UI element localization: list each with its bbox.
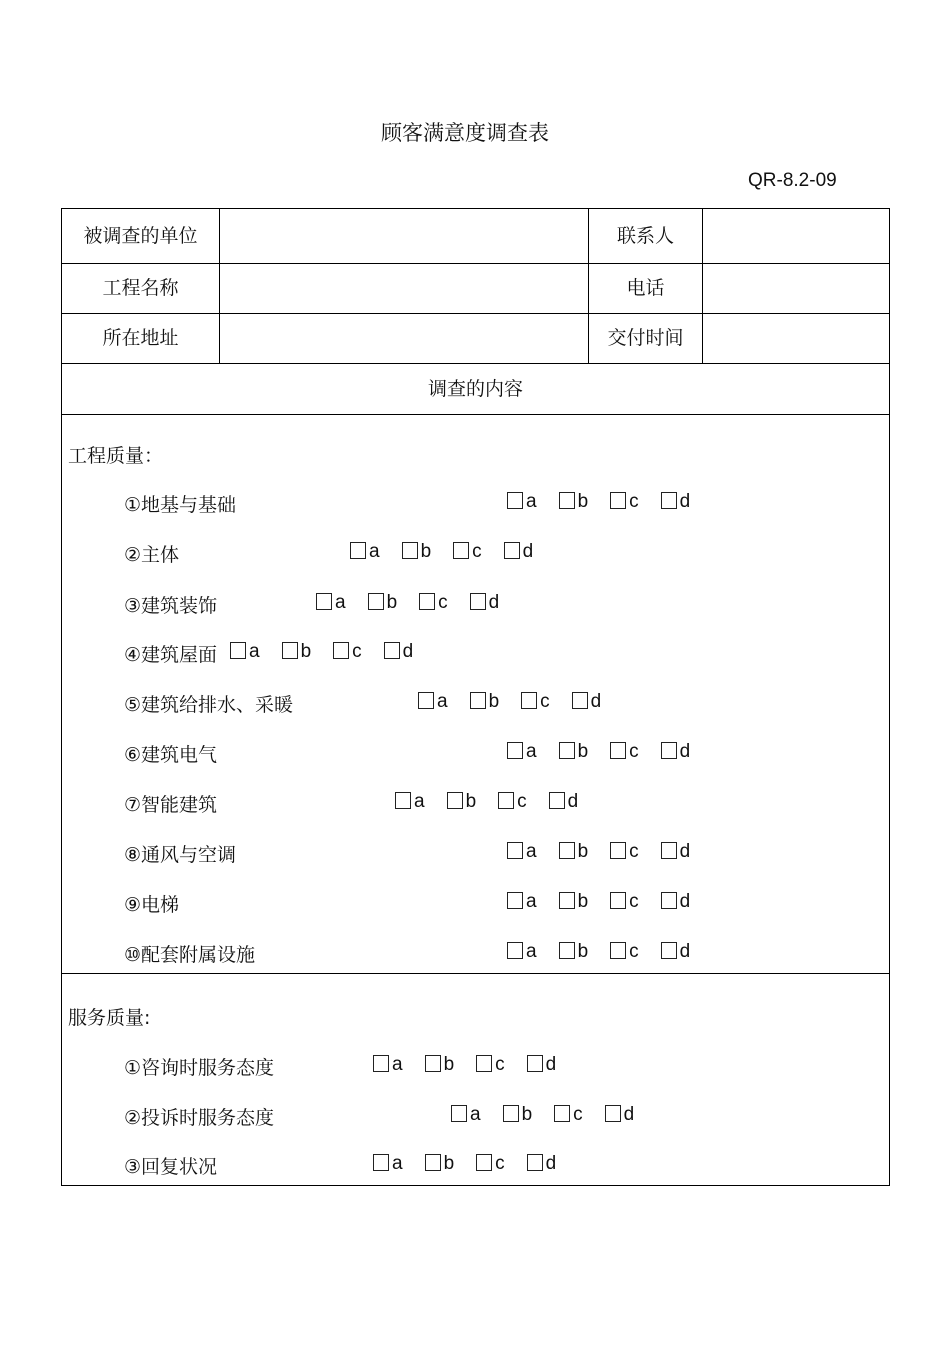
option-d[interactable]: d [661, 741, 691, 763]
option-a[interactable]: a [373, 1153, 403, 1175]
option-c[interactable]: c [453, 541, 482, 563]
field-contact-person[interactable] [703, 209, 889, 263]
option-b[interactable]: b [559, 941, 589, 963]
option-group [418, 691, 623, 713]
checkbox[interactable] [373, 1154, 389, 1171]
checkbox[interactable] [610, 892, 626, 909]
label-contact-person: 联系人 [616, 224, 674, 247]
checkbox[interactable] [451, 1105, 467, 1122]
question-label: ⑧通风与空调 [124, 844, 237, 866]
checkbox[interactable] [230, 642, 246, 659]
option-a[interactable]: a [350, 541, 380, 563]
checkbox[interactable] [610, 742, 626, 759]
checkbox[interactable] [425, 1055, 441, 1072]
checkbox[interactable] [610, 842, 626, 859]
option-group [316, 592, 521, 614]
option-c[interactable]: c [610, 941, 639, 963]
option-group [395, 791, 600, 813]
checkbox[interactable] [503, 1105, 519, 1122]
option-d[interactable]: d [661, 491, 691, 513]
option-b[interactable]: b [425, 1054, 455, 1076]
question-label: ③建筑装饰 [124, 595, 218, 617]
option-d[interactable]: d [527, 1153, 557, 1175]
checkbox[interactable] [661, 942, 677, 959]
option-d[interactable]: d [527, 1054, 557, 1076]
option-d[interactable]: d [384, 641, 414, 663]
option-group [507, 841, 712, 863]
question-label: ①咨询时服务态度 [124, 1057, 275, 1079]
checkbox[interactable] [507, 942, 523, 959]
row-divider [61, 973, 890, 974]
field-surveyed-unit[interactable] [220, 209, 588, 263]
checkbox[interactable] [559, 742, 575, 759]
checkbox[interactable] [498, 792, 514, 809]
option-a[interactable]: a [373, 1054, 403, 1076]
option-group [451, 1104, 656, 1126]
label-phone: 电话 [626, 277, 665, 299]
checkbox[interactable] [504, 542, 520, 559]
option-b[interactable]: b [402, 541, 432, 563]
option-c[interactable]: c [333, 641, 362, 663]
option-c[interactable]: c [521, 691, 550, 713]
checkbox[interactable] [554, 1105, 570, 1122]
row-divider [61, 414, 890, 415]
checkbox[interactable] [610, 942, 626, 959]
option-d[interactable]: d [572, 691, 602, 713]
option-d[interactable]: d [661, 841, 691, 863]
option-a[interactable]: a [230, 641, 260, 663]
checkbox[interactable] [507, 742, 523, 759]
option-c[interactable]: c [610, 491, 639, 513]
option-b[interactable]: b [559, 491, 589, 513]
label-delivery-time: 交付时间 [607, 327, 684, 349]
option-b[interactable]: b [282, 641, 312, 663]
checkbox[interactable] [507, 842, 523, 859]
checkbox[interactable] [559, 892, 575, 909]
checkbox[interactable] [402, 542, 418, 559]
question-label: ②投诉时服务态度 [124, 1107, 275, 1129]
question-label: ④建筑屋面 [124, 644, 218, 666]
table-bottom-border [61, 1185, 890, 1186]
option-c[interactable]: c [498, 791, 527, 813]
option-a[interactable]: a [395, 791, 425, 813]
checkbox[interactable] [447, 792, 463, 809]
form-code: QR-8.2-09 [748, 170, 837, 191]
option-group [507, 941, 712, 963]
question-label: ⑨电梯 [124, 894, 180, 916]
field-delivery-time[interactable] [703, 314, 889, 363]
option-b[interactable]: b [425, 1153, 455, 1175]
option-a[interactable]: a [316, 592, 346, 614]
option-group [507, 741, 712, 763]
question-label: ①地基与基础 [124, 494, 237, 516]
checkbox[interactable] [610, 492, 626, 509]
checkbox[interactable] [572, 692, 588, 709]
table-right-border [889, 208, 890, 1186]
option-c[interactable]: c [610, 841, 639, 863]
checkbox[interactable] [419, 593, 435, 610]
question-label: ⑤建筑给排水、采暖 [124, 694, 294, 716]
option-a[interactable]: a [507, 841, 537, 863]
option-a[interactable]: a [418, 691, 448, 713]
section-engineering-quality: 工程质量： [68, 445, 164, 467]
checkbox[interactable] [316, 593, 332, 610]
checkbox[interactable] [282, 642, 298, 659]
option-d[interactable]: d [661, 891, 691, 913]
question-label: ②主体 [124, 544, 180, 566]
checkbox[interactable] [476, 1154, 492, 1171]
checkbox[interactable] [661, 492, 677, 509]
field-address[interactable] [220, 314, 588, 363]
option-a[interactable]: a [451, 1104, 481, 1126]
checkbox[interactable] [476, 1055, 492, 1072]
checkbox[interactable] [373, 1055, 389, 1072]
field-project-name[interactable] [220, 264, 588, 313]
section-service-quality: 服务质量: [68, 1007, 151, 1029]
option-b[interactable]: b [368, 592, 398, 614]
checkbox[interactable] [384, 642, 400, 659]
option-a[interactable]: a [507, 891, 537, 913]
checkbox[interactable] [605, 1105, 621, 1122]
checkbox[interactable] [350, 542, 366, 559]
checkbox[interactable] [507, 892, 523, 909]
checkbox[interactable] [507, 492, 523, 509]
checkbox[interactable] [661, 742, 677, 759]
option-b[interactable]: b [559, 891, 589, 913]
option-a[interactable]: a [507, 941, 537, 963]
option-b[interactable]: b [470, 691, 500, 713]
option-d[interactable]: d [470, 592, 500, 614]
checkbox[interactable] [425, 1154, 441, 1171]
option-d[interactable]: d [549, 791, 579, 813]
option-b[interactable]: b [447, 791, 477, 813]
option-c[interactable]: c [476, 1054, 505, 1076]
content-header: 调查的内容 [427, 377, 523, 400]
option-a[interactable]: a [507, 491, 537, 513]
checkbox[interactable] [453, 542, 469, 559]
question-label: ③回复状况 [124, 1156, 218, 1178]
option-a[interactable]: a [507, 741, 537, 763]
question-label: ⑥建筑电气 [124, 744, 218, 766]
option-c[interactable]: c [476, 1153, 505, 1175]
form-title: 顾客满意度调查表 [381, 121, 549, 145]
checkbox[interactable] [527, 1154, 543, 1171]
option-d[interactable]: d [661, 941, 691, 963]
question-label: ⑦智能建筑 [124, 794, 218, 816]
checkbox[interactable] [368, 593, 384, 610]
label-surveyed-unit: 被调查的单位 [83, 224, 198, 247]
checkbox[interactable] [521, 692, 537, 709]
option-group [373, 1054, 578, 1076]
checkbox[interactable] [559, 942, 575, 959]
checkbox[interactable] [418, 692, 434, 709]
checkbox[interactable] [559, 842, 575, 859]
option-c[interactable]: c [610, 891, 639, 913]
label-address: 所在地址 [102, 327, 179, 349]
checkbox[interactable] [395, 792, 411, 809]
option-d[interactable]: d [504, 541, 534, 563]
option-group [507, 491, 712, 513]
checkbox[interactable] [661, 842, 677, 859]
option-c[interactable]: c [419, 592, 448, 614]
option-b[interactable]: b [503, 1104, 533, 1126]
field-phone[interactable] [703, 264, 889, 313]
question-label: ⑩配套附属设施 [124, 944, 256, 966]
checkbox[interactable] [559, 492, 575, 509]
checkbox[interactable] [470, 593, 486, 610]
option-b[interactable]: b [559, 841, 589, 863]
option-group [373, 1153, 578, 1175]
checkbox[interactable] [661, 892, 677, 909]
option-d[interactable]: d [605, 1104, 635, 1126]
option-c[interactable]: c [610, 741, 639, 763]
checkbox[interactable] [527, 1055, 543, 1072]
checkbox[interactable] [470, 692, 486, 709]
option-b[interactable]: b [559, 741, 589, 763]
label-project-name: 工程名称 [102, 277, 179, 299]
option-group [230, 641, 435, 663]
checkbox[interactable] [333, 642, 349, 659]
checkbox[interactable] [549, 792, 565, 809]
option-group [350, 541, 555, 563]
option-c[interactable]: c [554, 1104, 583, 1126]
option-group [507, 891, 712, 913]
